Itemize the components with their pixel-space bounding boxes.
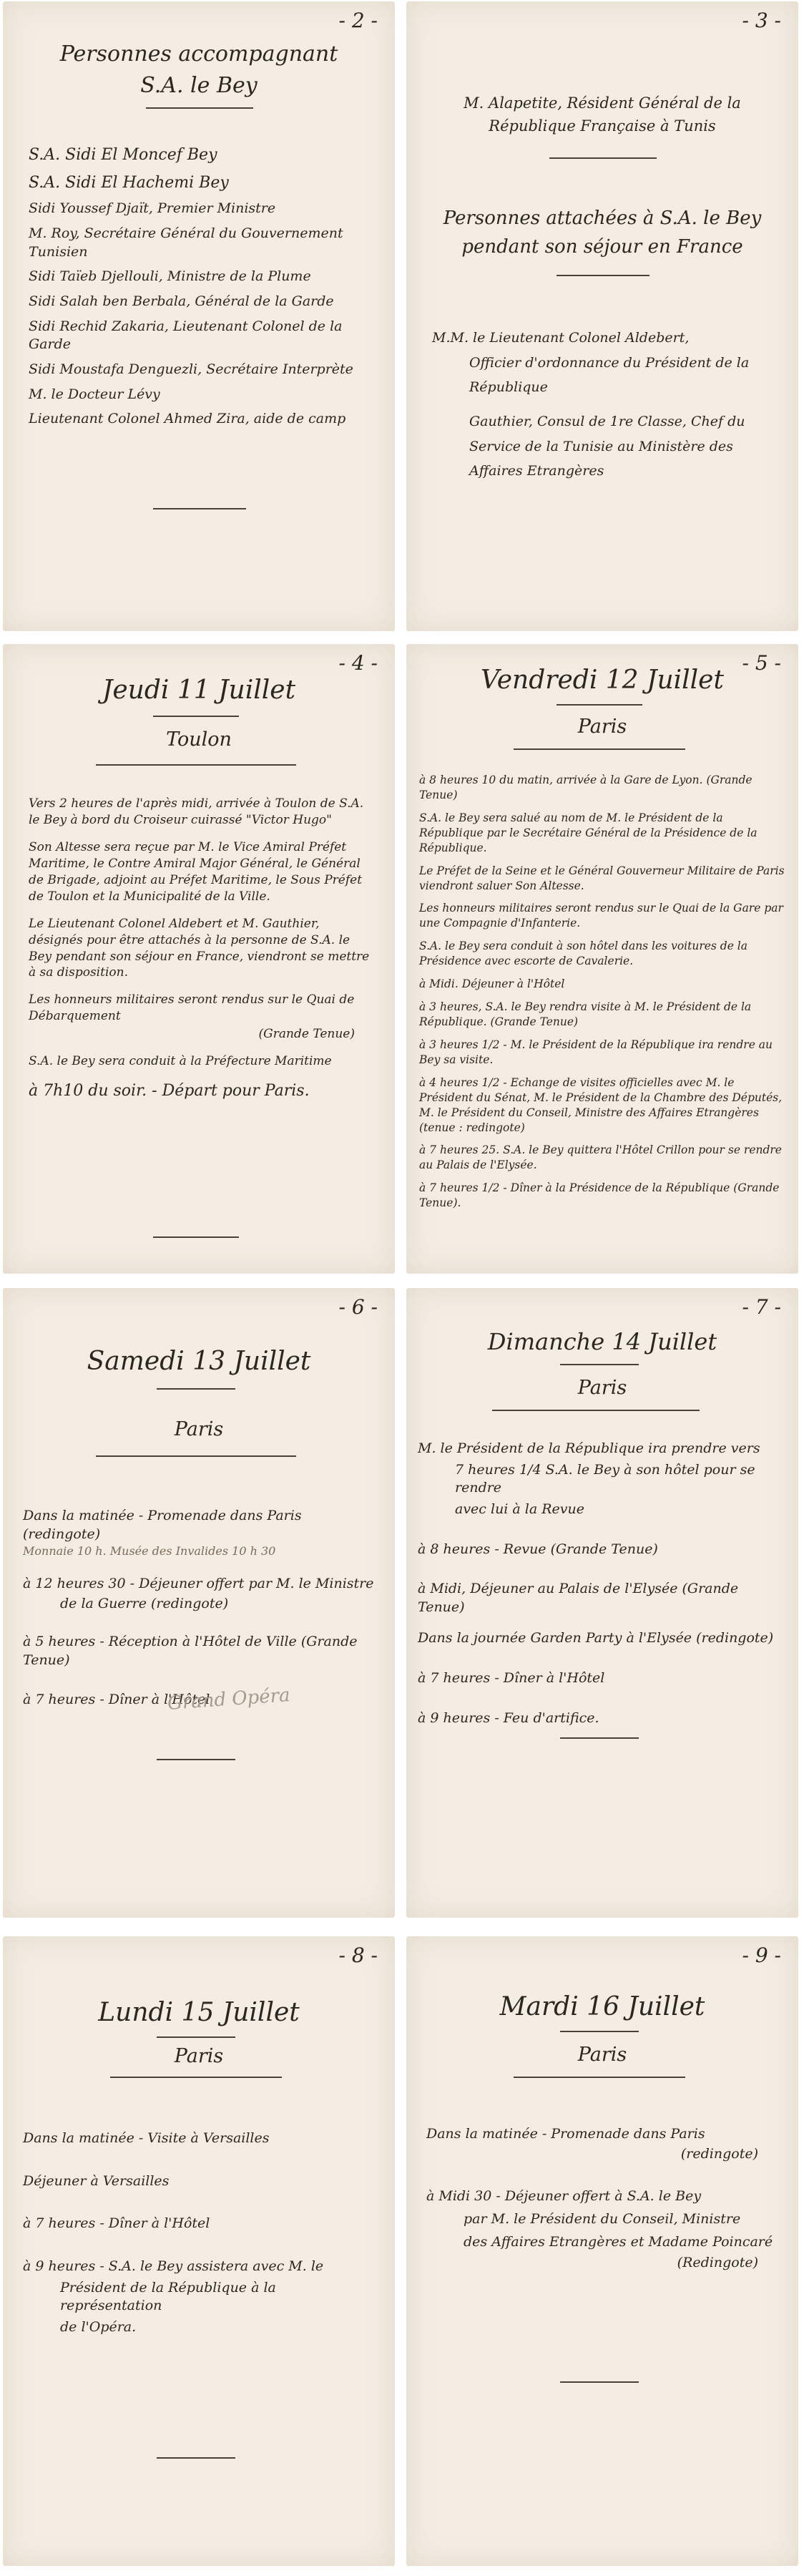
pencil-note: Grand Opéra [167, 1684, 291, 1714]
page-3 [406, 1, 798, 631]
list-item: des Affaires Etrangères et Madame Poincaré [464, 2233, 773, 2250]
page-8 [3, 1936, 395, 2566]
divider [557, 275, 649, 276]
page-6 [3, 1288, 395, 1918]
divider [492, 1410, 700, 1411]
page-subtitle: Paris [174, 2045, 224, 2067]
list-item: à Midi 30 - Déjeuner offert à S.A. le Bey [426, 2188, 702, 2205]
list-item: par M. le Président du Conseil, Ministre [464, 2210, 741, 2227]
list [426, 2125, 780, 2279]
list-item: Le Préfet de la Seine et le Général Gouverneur Militaire de Paris viendront saluer Son Altesse. [419, 864, 785, 892]
page-subtitle: Toulon [166, 728, 232, 751]
page-title-line-2: pendant son séjour en France [461, 236, 743, 258]
list-item: S.A. le Bey sera salué au nom de M. le Président de la République par le Secrétaire Général de la Présidence de la République. [419, 811, 758, 854]
list-item: Président de la République à la représentation [60, 2279, 276, 2314]
divider [549, 157, 657, 159]
page-subtitle: Paris [174, 1418, 224, 1440]
list-item: M. Roy, Secrétaire Général du Gouvernement Tunisien [29, 225, 343, 260]
page-5 [406, 644, 798, 1274]
list-item: à 7 heures - Dîner à l'Hôtel [418, 1670, 605, 1687]
list-item: Dans la journée Garden Party à l'Elysée (redingote) [418, 1630, 774, 1646]
page-title: Vendredi 12 Juillet [481, 665, 724, 695]
list-item: Dans la matinée - Visite à Versailles [23, 2130, 270, 2146]
list-item: (redingote) [680, 2145, 758, 2162]
page-subtitle: Paris [577, 2044, 627, 2066]
list-item: à 7 heures - Dîner à l'Hôtel [23, 2215, 210, 2232]
list-item: Déjeuner à Versailles [23, 2172, 170, 2189]
list-item: Dans la matinée - Promenade dans Paris [426, 2126, 705, 2142]
divider [157, 2036, 235, 2038]
list-item: Les honneurs militaires seront rendus sur le Quai de Débarquement [29, 992, 355, 1024]
list-item: M. le Docteur Lévy [29, 386, 160, 402]
list-item: S.A. le Bey sera conduit à son hôtel dans les voitures de la Présidence avec escorte de Cavalerie. [419, 940, 748, 968]
list-item: à 7 heures 1/2 - Dîner à la Présidence de la République (Grande Tenue). [419, 1181, 780, 1210]
page-title: Lundi 15 Juillet [98, 1998, 300, 2027]
divider [514, 748, 685, 750]
list-item: Sidi Taïeb Djellouli, Ministre de la Plume [29, 268, 311, 285]
list-item: à 7 heures - Dîner à l'Hôtel [23, 1692, 210, 1708]
list-item: Vers 2 heures de l'après midi, arrivée à Toulon de S.A. le Bey à bord du Croiseur cuirassé "Victor Hugo" [29, 796, 364, 827]
list-item: à 12 heures 30 - Déjeuner offert par M. le Ministre [23, 1575, 374, 1591]
divider [96, 764, 296, 766]
list-item: S.A. Sidi El Moncef Bey [29, 146, 217, 164]
list-item: à 8 heures 10 du matin, arrivée à la Gare de Lyon. (Grande Tenue) [419, 774, 752, 801]
list-item: à Midi. Déjeuner à l'Hôtel [419, 977, 565, 991]
page-title: Dimanche 14 Juillet [487, 1328, 717, 1355]
list-item: à 7 heures 25. S.A. le Bey quittera l'Hôtel Crillon pour se rendre au Palais de l'Elysée. [419, 1143, 782, 1172]
list [418, 1440, 788, 1734]
page-number: - 4 - [338, 651, 378, 675]
divider [157, 1388, 235, 1390]
page-7 [406, 1288, 798, 1918]
list-item: à 9 heures - S.A. le Bey assistera avec M. le [23, 2258, 324, 2274]
divider [157, 1759, 235, 1760]
list-item: à 9 heures - Feu d'artifice. [418, 1709, 599, 1726]
list-item: de l'Opéra. [60, 2318, 137, 2335]
list-item-note: Monnaie 10 h. Musée des Invalides 10 h 30 [23, 1544, 276, 1558]
divider [153, 508, 246, 509]
page-number: - 2 - [338, 9, 378, 32]
list-item: à 3 heures, S.A. le Bey rendra visite à M. le Président de la République. (Grande Tenue) [419, 1000, 752, 1028]
list-item: Gauthier, Consul de 1re Classe, Chef du [469, 413, 745, 429]
divider [560, 1737, 639, 1739]
page-number: - 6 - [338, 1295, 378, 1319]
list [29, 796, 376, 1113]
divider [557, 704, 642, 706]
divider [153, 716, 239, 717]
list-item: à 5 heures - Réception à l'Hôtel de Ville (Grande Tenue) [23, 1634, 358, 1668]
page-number: - 3 - [742, 9, 781, 32]
page-subtitle: Paris [577, 1377, 627, 1399]
list [23, 1507, 376, 1716]
list [29, 145, 376, 435]
list-item: Le Lieutenant Colonel Aldebert et M. Gauthier, désignés pour être attachés à la personne de S.A. le Bey pendant son séjour en France, viendront se mettre à sa disposition. [29, 916, 370, 980]
list-item: Lieutenant Colonel Ahmed Zira, aide de camp [29, 411, 346, 427]
list-item: Sidi Salah ben Berbala, Général de la Garde [29, 293, 334, 309]
divider [96, 1455, 296, 1457]
list-item: République [469, 379, 548, 396]
page-title: Samedi 13 Juillet [87, 1347, 311, 1376]
divider [110, 2077, 282, 2078]
list [432, 329, 780, 487]
page-number: - 7 - [742, 1295, 781, 1319]
list-item: Sidi Moustafa Denguezli, Secrétaire Interprète [29, 361, 353, 377]
list-item: M.M. le Lieutenant Colonel Aldebert, [432, 330, 690, 346]
list-item: Son Altesse sera reçue par M. le Vice Amiral Préfet Maritime, le Contre Amiral Major Général, le Général de Brigade, adjoint au Préfet Maritime, le Sous Préfet de Toulon et la Municipalité de la Ville. [29, 839, 363, 904]
page-title: Jeudi 11 Juillet [102, 675, 296, 705]
page-title: Personnes attachées à S.A. le Bey [443, 208, 762, 229]
list-item: M. le Président de la République ira prendre vers [418, 1440, 760, 1456]
page-subtitle: Paris [577, 716, 627, 738]
list-item: S.A. Sidi El Hachemi Bey [29, 173, 229, 192]
list-item: Service de la Tunisie au Ministère des [469, 438, 733, 454]
list-item: à 4 heures 1/2 - Echange de visites officielles avec M. le Président du Sénat, M. le Président de la Chambre des Députés, M. le Président du Conseil, Ministre des Affaires Etrangères (tenue : redingote) [419, 1075, 783, 1134]
page-number: - 5 - [742, 651, 781, 675]
list-item: à Midi, Déjeuner au Palais de l'Elysée (Grande Tenue) [418, 1581, 739, 1615]
list [419, 773, 787, 1219]
list-item: 7 heures 1/4 S.A. le Bey à son hôtel pour se rendre [455, 1461, 755, 1496]
list-item: à 7h10 du soir. - Départ pour Paris. [29, 1082, 310, 1101]
page-title-line-2: S.A. le Bey [140, 73, 258, 98]
list-item: Sidi Rechid Zakaria, Lieutenant Colonel de la Garde [29, 318, 343, 353]
list [23, 2129, 376, 2343]
divider [153, 1236, 239, 1238]
divider [157, 2457, 235, 2459]
page-number: - 8 - [338, 1943, 378, 1967]
dress-code: (Grande Tenue) [258, 1027, 355, 1042]
page-9 [406, 1936, 798, 2566]
divider [146, 107, 253, 109]
list-item: Affaires Etrangères [469, 463, 604, 479]
page-title: Mardi 16 Juillet [499, 1992, 705, 2021]
header-line: M. Alapetite, Résident Général de la [464, 94, 741, 112]
divider [560, 2031, 639, 2032]
list-item: (Redingote) [677, 2255, 758, 2271]
list-item: Dans la matinée - Promenade dans Paris (redingote) [23, 1508, 302, 1542]
page-number: - 9 - [742, 1943, 781, 1967]
list-item: avec lui à la Revue [455, 1501, 584, 1517]
divider [560, 2381, 639, 2383]
list-item: Sidi Youssef Djaït, Premier Ministre [29, 200, 276, 217]
header-line-2: République Française à Tunis [489, 117, 716, 135]
divider [514, 2077, 685, 2078]
list-item: S.A. le Bey sera conduit à la Préfecture Maritime [29, 1054, 332, 1069]
list-item: à 8 heures - Revue (Grande Tenue) [418, 1541, 658, 1557]
list-item: à 3 heures 1/2 - M. le Président de la République ira rendre au Bey sa visite. [419, 1038, 773, 1066]
page-2 [3, 1, 395, 631]
page-4 [3, 644, 395, 1274]
page-title: Personnes accompagnant [59, 42, 338, 67]
list-item: Les honneurs militaires seront rendus sur le Quai de la Gare par une Compagnie d'Infanterie. [419, 902, 783, 930]
list-item: de la Guerre (redingote) [60, 1595, 229, 1611]
divider [560, 1364, 639, 1365]
list-item: Officier d'ordonnance du Président de la [469, 354, 750, 371]
